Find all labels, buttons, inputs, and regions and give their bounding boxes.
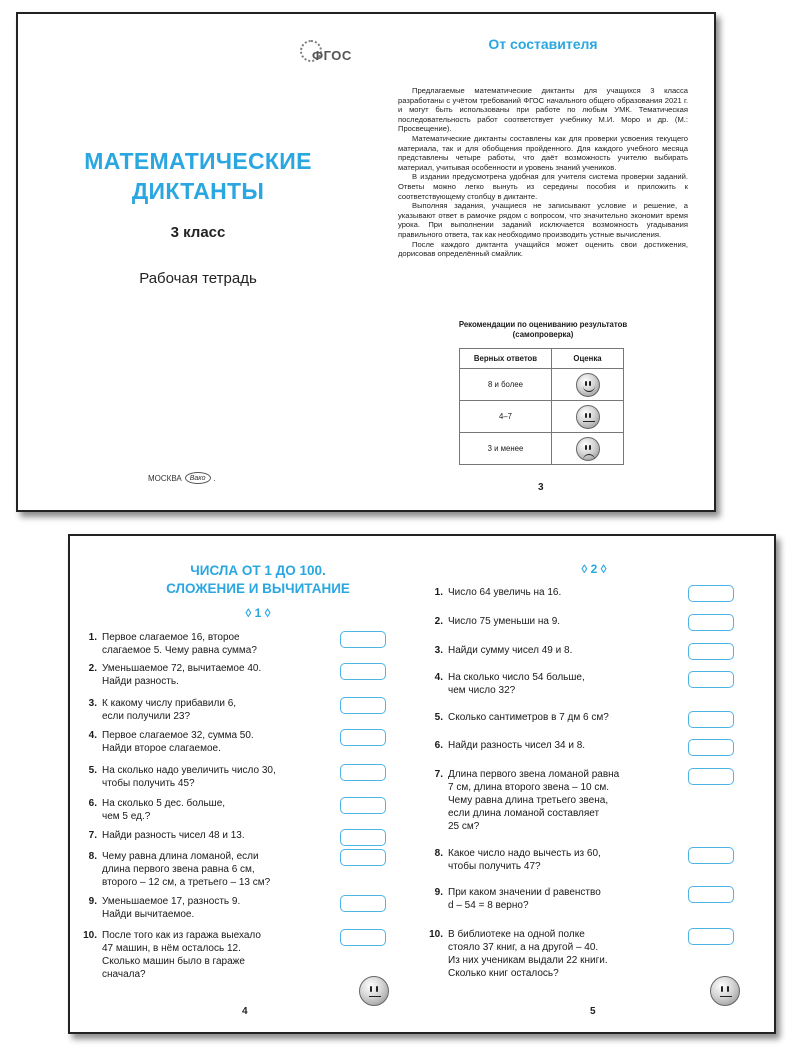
answer-box[interactable] [340, 697, 386, 714]
question-line: 25 см? [448, 821, 480, 832]
question-text [102, 929, 330, 981]
question-text [448, 671, 686, 697]
question-text [102, 662, 330, 688]
question-item [80, 662, 330, 688]
answer-box[interactable] [340, 663, 386, 680]
publisher-logo: Вако [185, 472, 211, 484]
question-number: 2. [88, 663, 97, 674]
table-header: Верных ответов [460, 349, 552, 369]
sad-face-icon [576, 437, 600, 461]
question-line: После того как из гаража выехало [102, 930, 261, 941]
dictation-number: ◊ 1 ◊ [245, 606, 271, 620]
question-line: сначала? [102, 969, 146, 980]
answer-box[interactable] [340, 849, 386, 866]
answer-box[interactable] [340, 797, 386, 814]
question-number: 6. [88, 798, 97, 809]
fgos-badge [300, 38, 352, 70]
question-item [80, 829, 330, 842]
question-line: Чему равна длина третьего звена, [448, 795, 609, 806]
neutral-face-icon [576, 405, 600, 429]
question-line: длина первого звена равна 6 см, [102, 864, 255, 875]
question-line: Первое слагаемое 16, второе [102, 632, 240, 643]
question-text [102, 829, 330, 842]
question-line: Найди вычитаемое. [102, 909, 195, 920]
question-text [448, 739, 686, 752]
question-item [426, 615, 686, 628]
self-assessment-face-icon[interactable] [359, 976, 389, 1006]
question-number: 5. [434, 712, 443, 723]
question-number: 10. [429, 929, 443, 940]
question-line: стояло 37 книг, а на другой – 40. [448, 942, 599, 953]
table-cell-range: 3 и менее [460, 433, 552, 465]
intro-paragraph: Математические диктанты составлены как для проверки усвоения текущего материала, так и для обобщения пройденного. Для каждого учебного месяца представлены четыре работы, что даёт возможность учителю выбирать материал, учитывая особенности и уровень знаний учеников. [398, 133, 688, 172]
question-text [448, 928, 686, 980]
question-line: Уменьшаемое 72, вычитаемое 40. [102, 663, 262, 674]
question-number: 3. [88, 698, 97, 709]
question-item [80, 764, 330, 790]
question-number: 1. [434, 587, 443, 598]
answer-box[interactable] [688, 928, 734, 945]
question-line: чем число 32? [448, 685, 516, 696]
question-item [80, 929, 330, 981]
question-text [448, 768, 686, 833]
question-text [448, 886, 686, 912]
question-item [426, 886, 686, 912]
question-line: На сколько 5 дес. больше, [102, 798, 226, 809]
question-line: чем 5 ед.? [102, 811, 151, 822]
question-line: d – 54 = 8 верно? [448, 900, 529, 911]
question-line: Найди разность чисел 48 и 13. [102, 830, 245, 841]
question-text [102, 631, 330, 657]
question-text [102, 850, 330, 889]
question-line: Сколько машин было в гараже [102, 956, 245, 967]
question-line: Сколько книг осталось? [448, 968, 559, 979]
answer-box[interactable] [340, 729, 386, 746]
section-title-line: ЧИСЛА ОТ 1 ДО 100. [190, 563, 326, 578]
happy-face-icon [576, 373, 600, 397]
question-text [448, 847, 686, 873]
question-number: 8. [88, 851, 97, 862]
question-line: На сколько число 54 больше, [448, 672, 585, 683]
question-line: если длина ломаной составляет [448, 808, 600, 819]
intro-paragraph: Выполняя задания, учащиеся не записывают условие и решение, а указывают ответ в рамочке рядом с вопросом, что значительно экономит время урока. При выполнении заданий исключается возможность угадывания правильного ответа, так как необходимо производить устные вычисления. [398, 201, 688, 239]
question-item [80, 729, 330, 755]
question-line: Уменьшаемое 17, разность 9. [102, 896, 241, 907]
question-line: Первое слагаемое 32, сумма 50. [102, 730, 254, 741]
answer-box[interactable] [688, 739, 734, 756]
intro-title: От составителя [488, 36, 598, 52]
answer-box[interactable] [688, 614, 734, 631]
question-item [80, 631, 330, 657]
intro-paragraph: Предлагаемые математические диктанты для учащихся 3 класса разработаны с учётом требований ФГОС начального общего образования 2021 г. и могут быть использованы при работе по любым УМК. Тематическая последовательность работ соответствует учебнику М.И. Моро и др. (М.: Просвещение). [398, 86, 688, 134]
section-title [120, 562, 396, 598]
table-cell-range: 4–7 [460, 401, 552, 433]
publisher-line [148, 472, 216, 484]
question-number: 7. [434, 769, 443, 780]
answer-box[interactable] [340, 895, 386, 912]
question-number: 6. [434, 740, 443, 751]
recommendations-title [418, 320, 668, 340]
table-header-row [460, 349, 624, 369]
question-line: чтобы получить 45? [102, 778, 195, 789]
question-item [426, 739, 686, 752]
question-line: второго – 12 см, а третьего – 13 см? [102, 877, 271, 888]
question-item [80, 797, 330, 823]
self-assessment-face-icon[interactable] [710, 976, 740, 1006]
table-cell-face [552, 401, 624, 433]
answer-box[interactable] [340, 764, 386, 781]
question-item [426, 768, 686, 833]
question-line: К какому числу прибавили 6, [102, 698, 237, 709]
fgos-label: ФГОС [312, 48, 352, 63]
question-text [102, 729, 330, 755]
question-item [426, 847, 686, 873]
question-item [426, 586, 686, 599]
cover-title [58, 146, 338, 206]
question-line: При каком значении d равенство [448, 887, 601, 898]
question-number: 2. [434, 616, 443, 627]
top-book-spread [16, 12, 716, 512]
question-number: 4. [434, 672, 443, 683]
question-line: Найди разность чисел 34 и 8. [448, 740, 586, 751]
publisher-dot: . [213, 473, 216, 483]
question-line: Длина первого звена ломаной равна [448, 769, 620, 780]
answer-box[interactable] [340, 631, 386, 648]
answer-box[interactable] [688, 847, 734, 864]
question-line: Найди сумму чисел 49 и 8. [448, 645, 573, 656]
question-line: Число 64 увеличь на 16. [448, 587, 562, 598]
section-title-line: СЛОЖЕНИЕ И ВЫЧИТАНИЕ [166, 581, 350, 596]
question-number: 5. [88, 765, 97, 776]
question-line: Найди второе слагаемое. [102, 743, 221, 754]
cover-title-line: ДИКТАНТЫ [131, 178, 265, 204]
question-text [102, 697, 330, 723]
dictation-number: ◊ 2 ◊ [581, 562, 607, 576]
answer-box[interactable] [340, 829, 386, 846]
table-row [460, 369, 624, 401]
question-item [426, 711, 686, 724]
question-line: Какое число надо вычесть из 60, [448, 848, 601, 859]
table-cell-range: 8 и более [460, 369, 552, 401]
page-number: 5 [590, 1006, 596, 1017]
question-text [102, 764, 330, 790]
question-text [102, 797, 330, 823]
question-item [80, 895, 330, 921]
question-number: 8. [434, 848, 443, 859]
question-line: 7 см, длина второго звена – 10 см. [448, 782, 610, 793]
bottom-book-spread [68, 534, 776, 1034]
table-row [460, 401, 624, 433]
question-line: Сколько сантиметров в 7 дм 6 см? [448, 712, 609, 723]
question-text [448, 615, 686, 628]
question-item [426, 644, 686, 657]
cover-grade: 3 класс [170, 224, 226, 241]
question-line: чтобы получить 47? [448, 861, 541, 872]
question-number: 7. [88, 830, 97, 841]
question-text [448, 644, 686, 657]
question-number: 9. [88, 896, 97, 907]
answer-box[interactable] [688, 671, 734, 688]
page-number: 4 [242, 1006, 248, 1017]
question-number: 4. [88, 730, 97, 741]
question-item [80, 850, 330, 889]
publisher-city: МОСКВА [148, 473, 182, 483]
cover-title-line: МАТЕМАТИЧЕСКИЕ [84, 148, 312, 174]
answer-box[interactable] [688, 643, 734, 660]
question-item [426, 928, 686, 980]
question-text [448, 586, 686, 599]
question-line: если получили 23? [102, 711, 191, 722]
table-row [460, 433, 624, 465]
answer-box[interactable] [688, 711, 734, 728]
table-cell-face [552, 433, 624, 465]
recommendations-title-line: (самопроверка) [512, 330, 574, 339]
question-item [426, 671, 686, 697]
question-text [448, 711, 686, 724]
table-header: Оценка [552, 349, 624, 369]
question-number: 1. [88, 632, 97, 643]
page-number: 3 [538, 482, 544, 493]
answer-box[interactable] [688, 585, 734, 602]
question-line: Число 75 уменьши на 9. [448, 616, 561, 627]
question-line: На сколько надо увеличить число 30, [102, 765, 276, 776]
question-line: слагаемое 5. Чему равна сумма? [102, 645, 257, 656]
question-number: 9. [434, 887, 443, 898]
intro-paragraph: После каждого диктанта учащийся может оценить свои достижения, дорисовав определённый смайлик. [398, 239, 688, 259]
question-line: Чему равна длина ломаной, если [102, 851, 259, 862]
question-line: Из них ученикам выдали 22 книги. [448, 955, 608, 966]
question-number: 10. [83, 930, 97, 941]
question-item [80, 697, 330, 723]
question-line: В библиотеке на одной полке [448, 929, 585, 940]
intro-paragraph: В издании предусмотрена удобная для учителя система проверки заданий. Ответы можно легко вынуть из середины пособия и приложить к соответствующему столбцу в диктанте. [398, 172, 688, 201]
question-number: 3. [434, 645, 443, 656]
answer-box[interactable] [688, 886, 734, 903]
intro-body [398, 86, 688, 259]
recommendations-title-line: Рекомендации по оцениванию результатов [458, 320, 628, 329]
question-text [102, 895, 330, 921]
answer-box[interactable] [340, 929, 386, 946]
answer-box[interactable] [688, 768, 734, 785]
question-line: 47 машин, в нём осталось 12. [102, 943, 241, 954]
question-line: Найди разность. [102, 676, 179, 687]
grading-table [459, 348, 624, 465]
cover-subtitle: Рабочая тетрадь [139, 270, 257, 287]
table-cell-face [552, 369, 624, 401]
